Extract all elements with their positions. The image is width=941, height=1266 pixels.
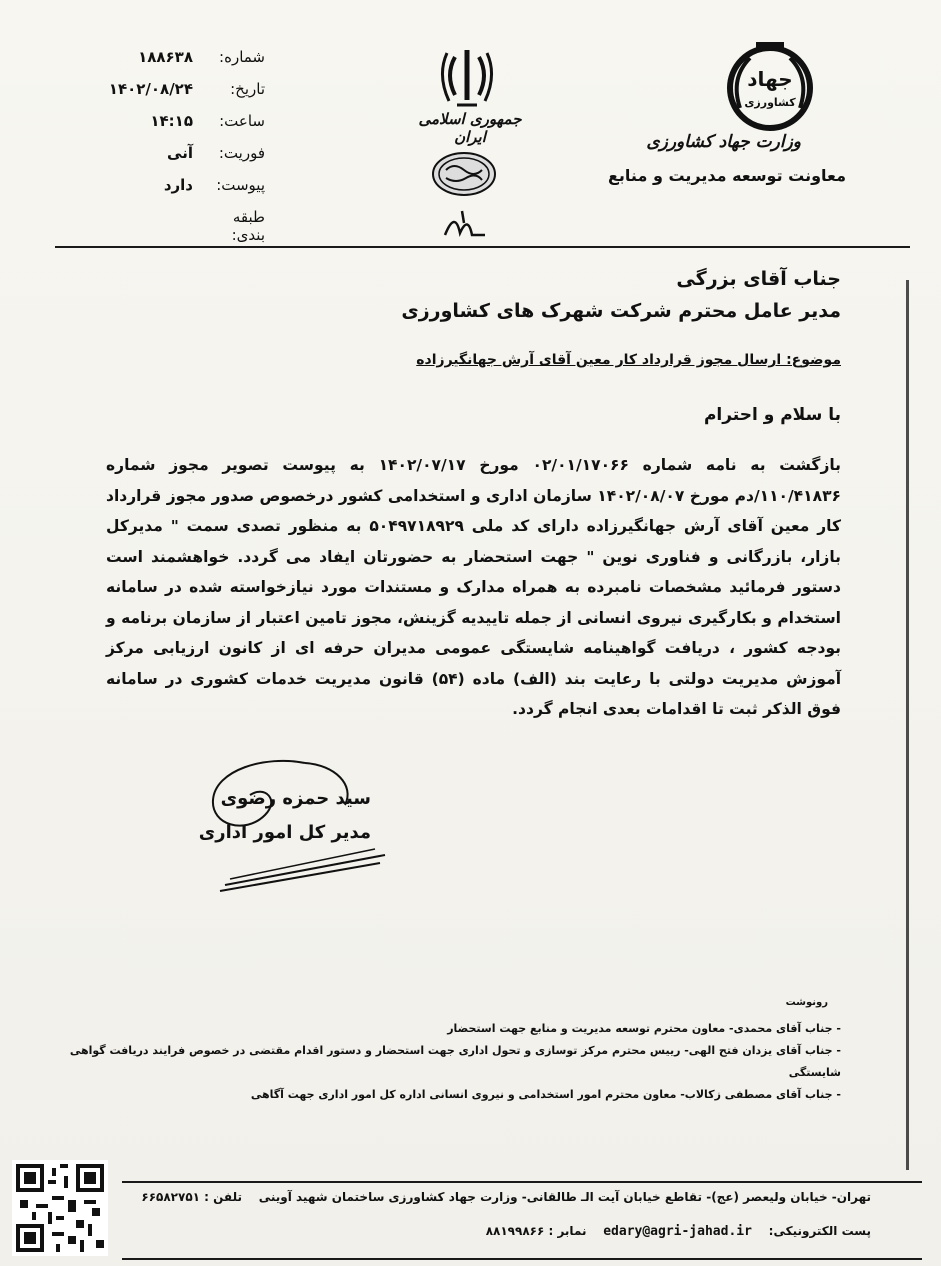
footer-bottom-divider — [122, 1258, 922, 1260]
deputy-name: معاونت توسعه مدیریت و منابع — [607, 166, 846, 185]
footer-email-label: پست الکترونیکی: — [768, 1224, 871, 1238]
footer-contact-line — [486, 1224, 871, 1239]
footer-address-line — [141, 1190, 871, 1204]
letter-subject: موضوع: ارسال مجوز قرارداد کار معین آقای آرش جهانگیرزاده — [416, 352, 841, 368]
letter-body: بازگشت به نامه شماره ۰۲/۰۱/۱۷۰۶۶ مورخ ۱۴۰۲/۰۷/۱۷ به پیوست تصویر مجوز شماره ۱۱۰/۴۱۸۳۶/دم مورخ ۱۴۰۲/۰۸/۰۷ سازمان اداری و استخدامی کشور درخصوص صدور مجوز قرارداد کار معین آقای آرش جهانگیرزاده دارای کد ملی ۵۰۴۹۷۱۸۹۲۹ به منظور تصدی سمت " مدیرکل بازار، بازرگانی و فناوری نوین " جهت استحضار به حضورتان ایفاد می گردد. خواهشمند است دستور فرمائید مشخصات نامبرده به همراه مدارک و مستندات مورد نیازخواسته شده در سامانه استخدام و بکارگیری نیروی انسانی از جمله تاییدیه گزینش، مجوز تامین اعتبار از سازمان برنامه و بودجه کشور ، دریافت گواهینامه شایستگی عمومی مدیران حرفه ای از کانون ارزیابی مرکز آموزش مدیریت دولتی با رعایت بند (الف) ماده (۵۴) قانون مدیریت خدمات کشوری در سامانه فوق الذکر ثبت تا اقدامات بعدی انجام گردد. — [106, 456, 842, 718]
cc-list — [41, 1018, 841, 1106]
cc-item: - جناب آقای مصطفی زکالاب- معاون محترم امور استخدامی و نیروی انسانی اداره کل امور اداری جهت آگاهی — [250, 1088, 841, 1101]
qr-code-icon — [12, 1160, 108, 1256]
urgency-label: فوریت: — [218, 144, 265, 162]
letter-greeting: با سلام و احترام — [703, 405, 841, 425]
time-value: ۱۴:۱۵ — [150, 112, 193, 130]
date-label: تاریخ: — [230, 80, 265, 98]
meta-attachment — [95, 176, 265, 208]
classification-label: طبقه بندی: — [231, 208, 265, 244]
number-label: شماره: — [219, 48, 265, 66]
signer-name: سید حمزه رضوی — [220, 788, 371, 809]
cc-item: - جناب آقای محمدی- معاون محترم توسعه مدیریت و منابع جهت استحضار — [447, 1022, 841, 1035]
addressee-name: جناب آقای بزرگی — [676, 268, 841, 290]
meta-date — [95, 80, 265, 112]
footer-phone-label: تلفن : — [204, 1190, 242, 1204]
footer-divider — [122, 1181, 922, 1183]
national-emblem-icon — [437, 45, 497, 110]
header-divider — [55, 246, 910, 248]
footer-email-link[interactable]: edary@agri-jahad.ir — [603, 1224, 752, 1239]
small-signature-icon — [440, 205, 490, 240]
cc-item: شایستگی — [788, 1066, 841, 1079]
attachment-label: پیوست: — [216, 176, 265, 194]
addressee-title: مدیر عامل محترم شرکت شهرک های کشاورزی — [401, 300, 841, 322]
cc-heading: رونوشت — [785, 997, 828, 1008]
meta-time — [95, 112, 265, 144]
time-label: ساعت: — [219, 112, 265, 130]
ministry-logo-icon — [720, 38, 820, 138]
meta-urgency — [95, 144, 265, 176]
cc-item: - جناب آقای یزدان فتح الهی- رییس محترم مرکز توسازی و تحول اداری جهت استحضار و دستور اقدام مقتضی در خصوص فرایند دریافت گواهی — [69, 1044, 841, 1057]
footer-address: تهران- خیابان ولیعصر (عج)- تقاطع خیابان آیت الـ طالقانی- وزارت جهاد کشاورزی ساختمان شهید آوینی — [258, 1190, 871, 1204]
svg-text:کشاورزی: کشاورزی — [744, 96, 796, 109]
number-value: ۱۸۸۶۳۸ — [138, 48, 193, 66]
signer-title: مدیر کل امور اداری — [198, 822, 371, 843]
urgency-value: آنی — [167, 144, 193, 162]
meta-classification — [95, 208, 265, 244]
meta-number — [95, 48, 265, 80]
calligraphy-seal-icon — [430, 150, 498, 198]
attachment-value: دارد — [163, 176, 193, 194]
date-value: ۱۴۰۲/۰۸/۲۴ — [108, 80, 193, 98]
footer-fax: ۸۸۱۹۹۸۶۶ — [485, 1224, 545, 1238]
margin-line — [906, 280, 909, 1170]
ministry-name: وزارت جهاد کشاورزی — [646, 132, 801, 152]
letter-meta — [95, 48, 265, 244]
footer-phone: ۶۶۵۸۲۷۵۱ — [141, 1190, 200, 1204]
svg-text:جهاد: جهاد — [747, 67, 793, 91]
emblem-caption: جمهوری اسلامی ایران — [418, 110, 522, 146]
footer-fax-label: نمابر : — [548, 1224, 587, 1238]
